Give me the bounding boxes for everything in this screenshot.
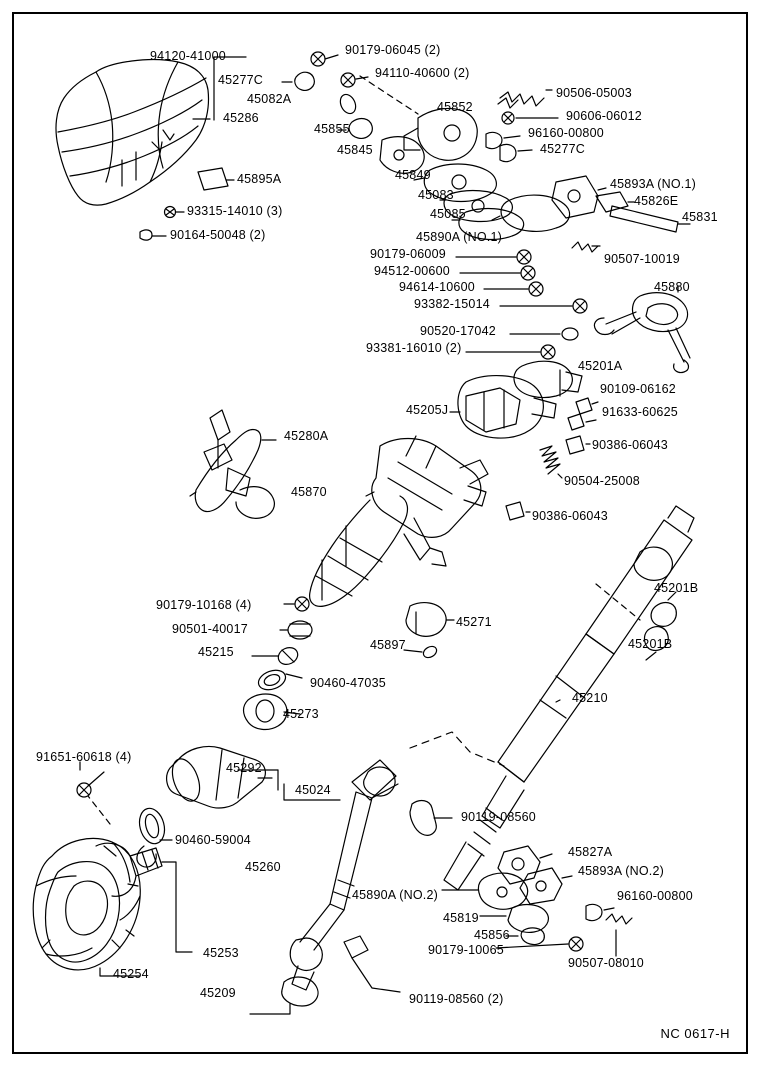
label-45870: 45870 <box>291 485 327 499</box>
part-90506-05003-spring <box>498 90 552 108</box>
label-94614-10600: 94614-10600 <box>399 280 475 294</box>
fastener-91651-60618 <box>77 762 104 797</box>
label-90460-59004: 90460-59004 <box>175 833 251 847</box>
part-90460-59004-clamp <box>136 806 172 868</box>
fastener-90520-17042 <box>510 328 578 340</box>
label-90119-08560-2: 90119-08560 (2) <box>409 992 504 1006</box>
label-45201B-b: 45201B <box>628 637 673 651</box>
label-90504-25008: 90504-25008 <box>564 474 640 488</box>
part-45292-tube <box>167 747 272 809</box>
label-90119-08560: 90119-08560 <box>461 810 536 824</box>
leader-45210 <box>556 700 560 702</box>
fastener-90179-10168 <box>284 597 309 611</box>
label-90386-06043-b: 90386-06043 <box>532 509 608 523</box>
label-45855: 45855 <box>314 122 350 136</box>
label-91651-60618: 91651-60618 (4) <box>36 750 132 764</box>
fastener-93382-15014 <box>500 299 587 313</box>
assembly-guide-dashed <box>410 732 504 766</box>
label-45831: 45831 <box>682 210 718 224</box>
label-45890A-no1: 45890A (NO.1) <box>416 230 502 244</box>
part-45254-housing <box>33 838 140 969</box>
label-90179-10065: 90179-10065 <box>428 943 504 957</box>
part-45271 <box>406 603 454 637</box>
part-45893A-no2 <box>520 868 572 904</box>
part-45893A-no1 <box>552 176 606 218</box>
label-93382-15014: 93382-15014 <box>414 297 490 311</box>
label-45205J: 45205J <box>406 403 449 417</box>
part-45890A-no2 <box>442 873 528 909</box>
label-45215: 45215 <box>198 645 234 659</box>
label-45292: 45292 <box>226 761 262 775</box>
label-45893A-no1: 45893A (NO.1) <box>610 177 696 191</box>
label-94512-00600: 94512-00600 <box>374 264 450 278</box>
fastener-90164-50048 <box>140 230 166 240</box>
fastener-94614-10600 <box>484 282 543 296</box>
label-45852: 45852 <box>437 100 473 114</box>
label-45201B-a: 45201B <box>654 581 699 595</box>
part-45215-bushing <box>252 645 300 668</box>
assembly-guide-dashed-3 <box>88 796 110 824</box>
part-45210-main-shaft <box>444 506 694 890</box>
part-90507-10019-spring <box>572 242 600 252</box>
label-45280A: 45280A <box>284 429 329 443</box>
part-45253-collar <box>96 843 192 952</box>
label-45849: 45849 <box>395 168 431 182</box>
label-45286: 45286 <box>223 111 259 125</box>
label-45277C-a: 45277C <box>218 73 263 87</box>
label-93381-16010: 93381-16010 (2) <box>366 341 462 355</box>
label-45253: 45253 <box>203 946 239 960</box>
fastener-91633-60625 <box>568 414 596 430</box>
part-45826E <box>596 192 634 212</box>
assembly-guide-dashed-2 <box>596 584 640 620</box>
part-45890A-no1 <box>492 195 570 231</box>
label-45260: 45260 <box>245 860 281 874</box>
fastener-90386-06043-b <box>506 502 530 520</box>
label-45880: 45880 <box>654 280 690 294</box>
part-45870-column-housing <box>310 436 488 606</box>
fastener-90109-06162 <box>576 398 598 414</box>
fastener-90119-08560-b <box>344 936 400 992</box>
label-45209: 45209 <box>200 986 236 1000</box>
fastener-90386-06043-a <box>566 436 590 454</box>
label-45895A: 45895A <box>237 172 282 186</box>
part-45286-column-cover <box>56 60 209 206</box>
fastener-45277C-b <box>500 144 532 161</box>
label-96160-00800-a: 96160-00800 <box>528 126 604 140</box>
part-90504-25008-spring <box>540 446 562 478</box>
label-45897: 45897 <box>370 638 406 652</box>
label-90179-10168: 90179-10168 (4) <box>156 598 252 612</box>
part-45897 <box>404 644 439 660</box>
fastener-94512-00600 <box>460 266 535 280</box>
label-45024: 45024 <box>295 783 331 797</box>
label-94110-40600: 94110-40600 (2) <box>375 66 470 80</box>
label-45819: 45819 <box>443 911 479 925</box>
label-45254: 45254 <box>113 967 149 981</box>
fastener-94110-40600 <box>341 73 368 87</box>
fastener-90606-06012 <box>502 112 558 124</box>
label-45271: 45271 <box>456 615 492 629</box>
label-45273: 45273 <box>283 707 319 721</box>
label-45856: 45856 <box>474 928 510 942</box>
label-45845: 45845 <box>337 143 373 157</box>
label-45085: 45085 <box>430 207 466 221</box>
label-90179-06045: 90179-06045 (2) <box>345 43 441 57</box>
fastener-96160-00800-b <box>586 904 614 920</box>
label-45826E: 45826E <box>634 194 679 208</box>
part-45831-rod <box>610 206 690 232</box>
fastener-45277C-a <box>282 72 314 90</box>
part-45201A-bracket <box>514 361 582 397</box>
label-45277C-b: 45277C <box>540 142 585 156</box>
fastener-93381-16010 <box>466 345 555 359</box>
part-90507-08010-spring <box>606 914 632 956</box>
assembly-guide-dashed-4 <box>360 76 418 114</box>
label-45082A: 45082A <box>247 92 292 106</box>
part-90501-40017-spring <box>280 621 312 639</box>
label-94120-41000: 94120-41000 <box>150 49 226 63</box>
fastener-90179-06009 <box>456 250 531 264</box>
label-90386-06043-a: 90386-06043 <box>592 438 668 452</box>
fastener-96160-00800-a <box>486 132 520 148</box>
part-45082A-washer <box>337 92 358 116</box>
part-45895A <box>198 168 228 190</box>
part-90460-47035-clamp <box>256 667 302 693</box>
part-45201B-a <box>651 592 676 626</box>
label-90501-40017: 90501-40017 <box>172 622 248 636</box>
fastener-90179-06045 <box>311 52 338 66</box>
label-90109-06162: 90109-06162 <box>600 382 676 396</box>
label-91633-60625: 91633-60625 <box>602 405 678 419</box>
part-45280A-bracket <box>190 410 276 518</box>
label-96160-00800-b: 96160-00800 <box>617 889 693 903</box>
label-93315-14010: 93315-14010 (3) <box>187 204 283 218</box>
label-90507-08010: 90507-08010 <box>568 956 644 970</box>
label-45210: 45210 <box>572 691 608 705</box>
part-45205J-bracket <box>450 376 556 438</box>
fastener-93315-14010 <box>165 207 185 218</box>
label-90506-05003: 90506-05003 <box>556 86 632 100</box>
label-90507-10019: 90507-10019 <box>604 252 680 266</box>
label-90460-47035: 90460-47035 <box>310 676 386 690</box>
label-45827A: 45827A <box>568 845 613 859</box>
label-90520-17042: 90520-17042 <box>420 324 496 338</box>
label-90179-06009: 90179-06009 <box>370 247 446 261</box>
part-45852-lever <box>404 108 477 160</box>
part-45209 <box>250 977 318 1014</box>
label-45893A-no2: 45893A (NO.2) <box>578 864 664 878</box>
fastener-90119-08560-a <box>410 801 452 836</box>
label-90606-06012: 90606-06012 <box>566 109 642 123</box>
label-90164-50048: 90164-50048 (2) <box>170 228 266 242</box>
label-45083: 45083 <box>418 188 454 202</box>
figure-code: NC 0617-H <box>660 1026 730 1041</box>
label-45890A-no2: 45890A (NO.2) <box>352 888 438 902</box>
label-45201A: 45201A <box>578 359 623 373</box>
